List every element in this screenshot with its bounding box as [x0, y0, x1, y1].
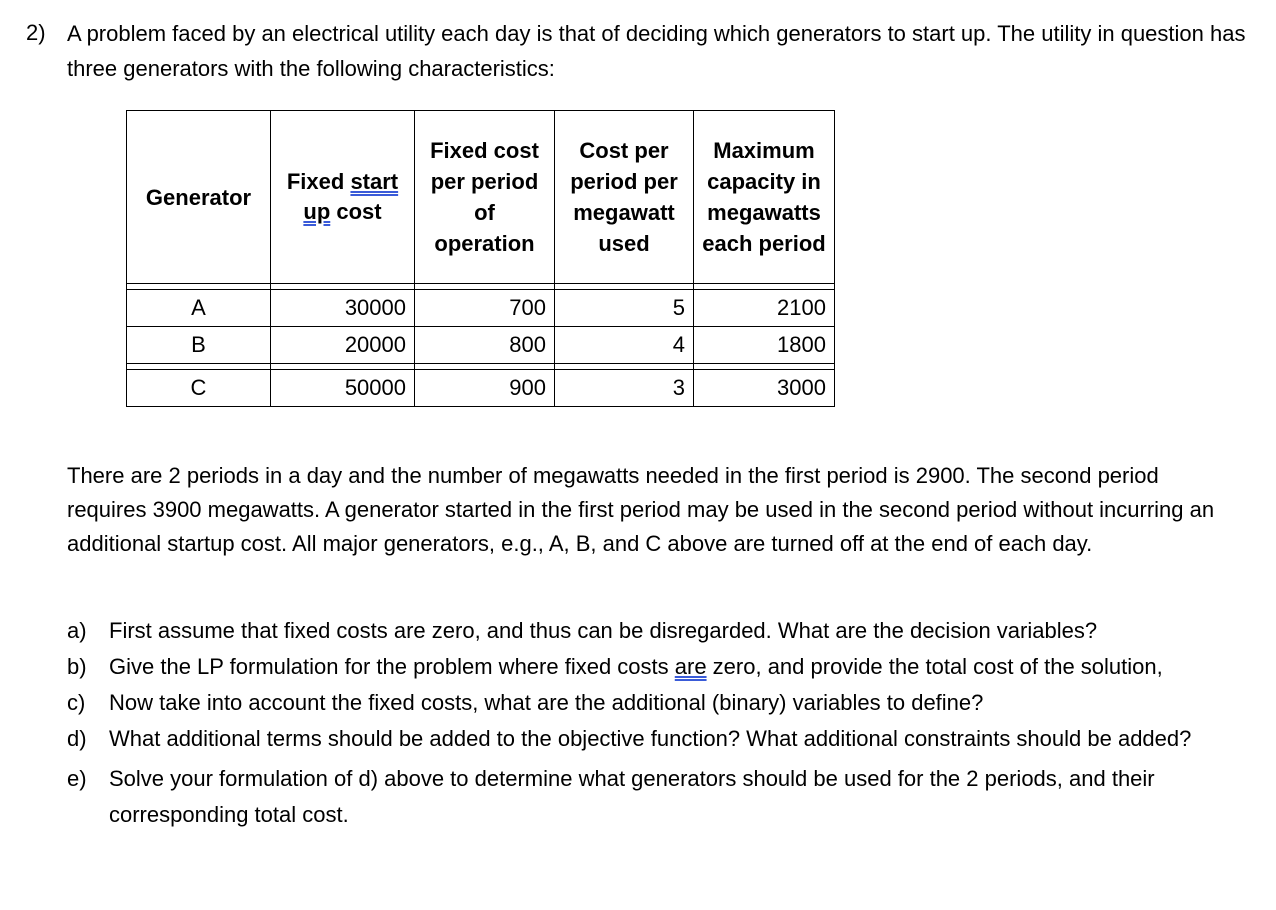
subquestion-text-post: zero, and provide the total cost of the solution, [706, 654, 1163, 679]
header-startup-word-up: up [303, 199, 331, 224]
header-startup-cost [271, 111, 415, 284]
cell-cost-per-mw: 5 [555, 290, 694, 327]
subquestion-list [67, 613, 1237, 833]
cell-fixed: 800 [415, 327, 555, 364]
header-startup-word-start: start [350, 169, 399, 194]
cell-capacity: 2100 [694, 290, 835, 327]
cell-cost-per-mw: 4 [555, 327, 694, 364]
cell-generator: C [127, 370, 271, 407]
cell-capacity: 3000 [694, 370, 835, 407]
header-cost-per-mw: Cost per period per megawatt used [555, 111, 694, 284]
subquestion-label: a) [67, 618, 87, 643]
cell-capacity: 1800 [694, 327, 835, 364]
subquestion-text-marked: are [674, 654, 707, 679]
cell-fixed: 900 [415, 370, 555, 407]
cell-startup: 30000 [271, 290, 415, 327]
subquestion-text: First assume that fixed costs are zero, and thus can be disregarded. What are the decision variables? [109, 618, 1098, 643]
cell-startup: 20000 [271, 327, 415, 364]
cell-startup: 50000 [271, 370, 415, 407]
subquestion-e [67, 761, 1237, 833]
cell-fixed: 700 [415, 290, 555, 327]
table-row [127, 290, 835, 327]
subquestion-a [67, 613, 1237, 649]
header-max-capacity: Maximum capacity in megawatts each period [694, 111, 835, 284]
subquestion-text: Solve your formulation of d) above to determine what generators should be used for the 2 periods, and their corresponding total cost. [109, 766, 1155, 827]
subquestion-label: c) [67, 690, 86, 715]
header-startup-pre: Fixed [286, 169, 351, 194]
subquestion-label: e) [67, 766, 87, 791]
subquestion-text: Now take into account the fixed costs, what are the additional (binary) variables to define? [109, 690, 984, 715]
subquestion-d [67, 721, 1237, 757]
table-header-row [127, 111, 835, 284]
subquestion-label: b) [67, 654, 87, 679]
subquestion-b [67, 649, 1237, 685]
cell-generator: A [127, 290, 271, 327]
header-startup-cost-word: cost [330, 199, 382, 224]
subquestion-text: What additional terms should be added to the objective function? What additional constraints should be added? [109, 726, 1192, 751]
table-row [127, 370, 835, 407]
cell-cost-per-mw: 3 [555, 370, 694, 407]
header-fixed-cost: Fixed cost per period of operation [415, 111, 555, 284]
problem-paragraph: There are 2 periods in a day and the number of megawatts needed in the first period is 2900. The second period requires 3900 megawatts. A generator started in the first period may be used in the second period without incurring an additional startup cost. All major generators, e.g., A, B, and C above are turned off at the end of each day. [67, 463, 1215, 556]
subquestion-text-pre: Give the LP formulation for the problem where fixed costs [109, 654, 675, 679]
question-intro: A problem faced by an electrical utility each day is that of deciding which generators to start up. The utility in question has three generators with the following characteristics: [67, 21, 1246, 81]
subquestion-c [67, 685, 1237, 721]
table-row [127, 327, 835, 364]
cell-generator: B [127, 327, 271, 364]
generator-table [126, 110, 835, 407]
question-number: 2) [26, 20, 46, 45]
subquestion-label: d) [67, 726, 87, 751]
header-generator: Generator [127, 111, 271, 284]
